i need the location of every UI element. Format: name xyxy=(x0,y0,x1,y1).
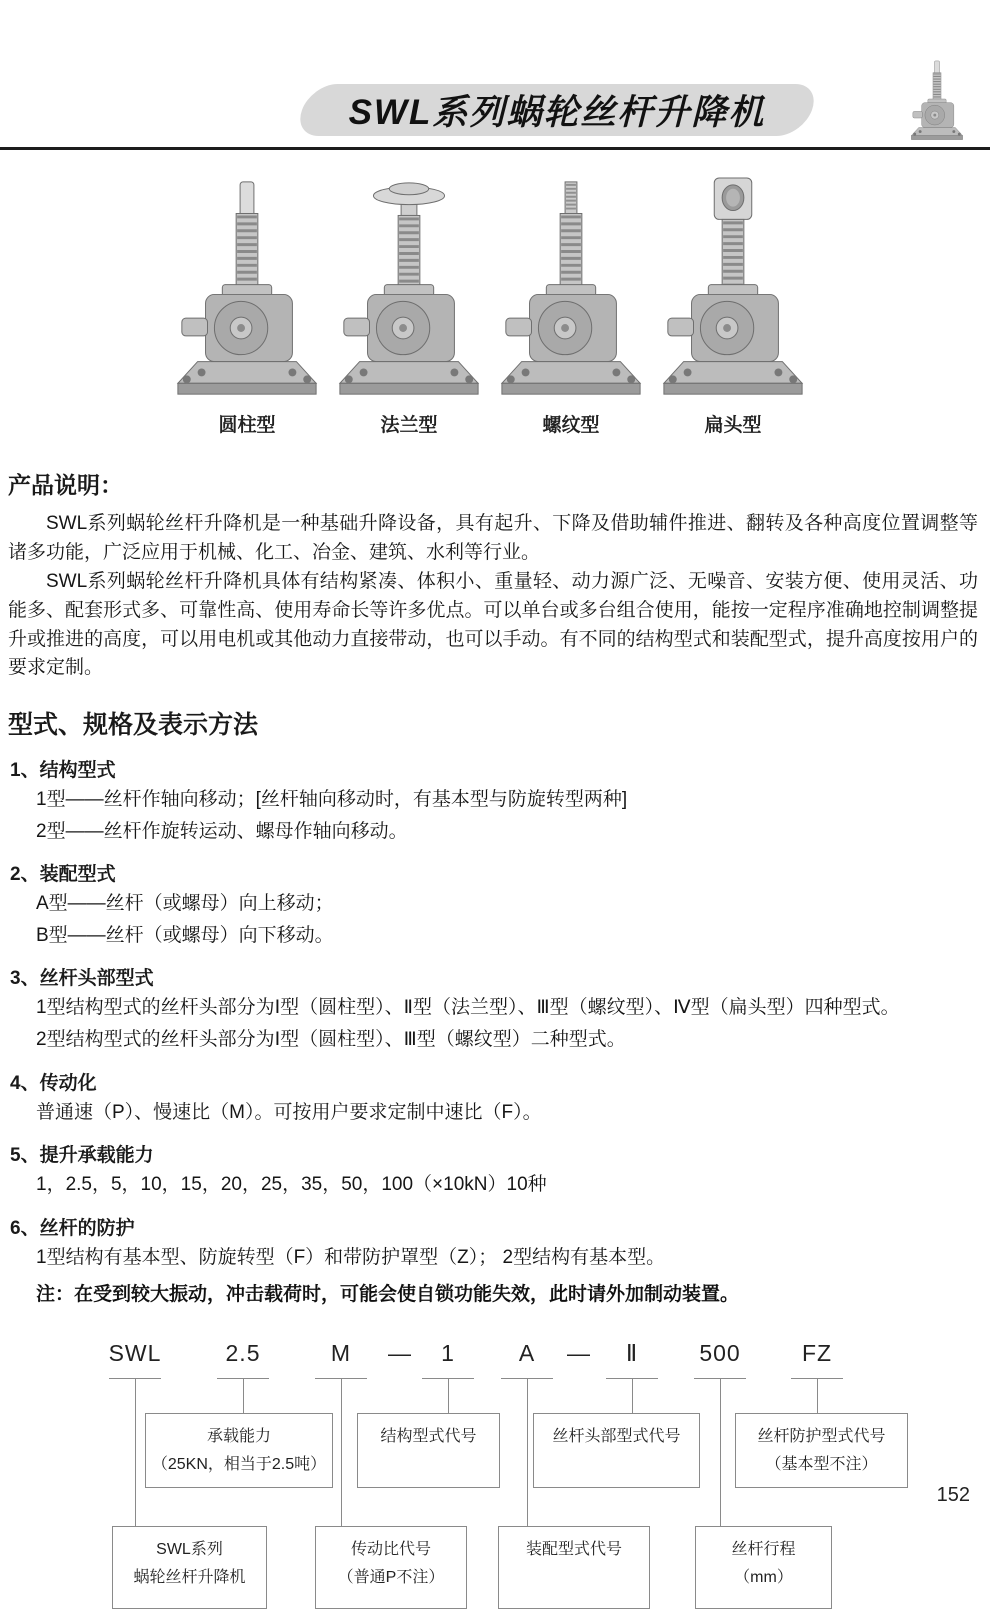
connector-line xyxy=(135,1379,136,1526)
connector-line xyxy=(817,1379,818,1413)
designation-box-capacity xyxy=(145,1413,333,1488)
spec-item-line: 普通速（P）、慢速比（M）。可按用户要求定制中速比（F）。 xyxy=(36,1101,542,1123)
title-banner xyxy=(293,84,822,136)
box-label: 结构型式代号 xyxy=(380,1428,477,1446)
connector-line xyxy=(341,1379,342,1526)
spec-item-title: 6、丝杆的防护 xyxy=(10,1217,135,1239)
spec-item-line: 1型结构有基本型、防旋转型（F）和带防护罩型（Z）； 2型结构有基本型。 xyxy=(36,1246,666,1268)
description-paragraph-1: SWL系列蜗轮丝杆升降机是一种基础升降设备，具有起升、下降及借助辅件推进、翻转及各种高度位置调整等诸多功能，广泛应用于机械、化工、冶金、建筑、水利等行业。 xyxy=(8,513,978,563)
spec-item-line: 2型结构型式的丝杆头部分为Ⅰ型（圆柱型）、Ⅲ型（螺纹型）二种型式。 xyxy=(36,1028,626,1050)
model-code-assembly: A xyxy=(518,1340,536,1367)
model-code-dash-2: — xyxy=(567,1340,591,1367)
spec-item-title: 5、提升承载能力 xyxy=(10,1145,154,1167)
box-label: 传动比代号 xyxy=(350,1541,431,1559)
spec-item-transmission xyxy=(0,1068,990,1127)
product-threaded xyxy=(490,174,652,437)
spec-note: 注：在受到较大振动，冲击载荷时，可能会使自锁功能失效，此时请外加制动装置。 xyxy=(36,1284,740,1306)
description-heading: 产品说明： xyxy=(8,472,123,498)
model-code-dash-1: — xyxy=(388,1340,412,1367)
model-code-stroke: 500 xyxy=(699,1340,741,1367)
connector-line xyxy=(448,1379,449,1413)
spec-item-line: 1，2.5，5，10，15，20，25，35，50，100（×10kN）10种 xyxy=(36,1174,547,1196)
jack-cylindrical-image xyxy=(168,174,326,406)
spec-item-screw-head xyxy=(0,963,990,1053)
product-flathead xyxy=(652,174,814,437)
spec-item-assembly xyxy=(0,859,990,949)
box-label: （mm） xyxy=(734,1568,793,1586)
spec-item-protection xyxy=(0,1213,990,1307)
spec-item-line: 1型——丝杆作轴向移动；[丝杆轴向移动时，有基本型与防旋转型两种] xyxy=(36,789,628,811)
product-caption: 扁头型 xyxy=(704,415,762,436)
jack-flange-image xyxy=(330,174,488,406)
spec-item-line: 2型——丝杆作旋转运动、螺母作轴向移动。 xyxy=(36,820,408,842)
product-flange xyxy=(328,174,490,437)
designation-box-head-type xyxy=(533,1413,700,1488)
spec-item-line: A型——丝杆（或螺母）向上移动； xyxy=(36,893,334,915)
box-label: 丝杆防护型式代号 xyxy=(757,1428,886,1446)
jack-thumbnail-icon xyxy=(906,58,968,144)
spec-item-title: 2、装配型式 xyxy=(10,864,116,886)
spec-item-line: 1型结构型式的丝杆头部分为Ⅰ型（圆柱型）、Ⅱ型（法兰型）、Ⅲ型（螺纹型）、Ⅳ型（扁头型）四种型式。 xyxy=(36,997,900,1019)
jack-flathead-image xyxy=(654,174,812,406)
box-label: 承载能力 xyxy=(206,1428,271,1446)
description-paragraph-2: SWL系列蜗轮丝杆升降机具体有结构紧凑、体积小、重量轻、动力源广泛、无噪音、安装方便、使用灵活、功能多、配套形式多、可靠性高、使用寿命长等许多优点。可以单台或多台组合使用，能按一定程序准确地控制调整提升或推进的高度，可以用电机或其他动力直接带动，也可以手动。有不同的结构型式和装配型式，提升高度按用户的要求定制。 xyxy=(8,570,978,679)
spec-item-structure xyxy=(0,755,990,845)
designation-box-structure xyxy=(357,1413,500,1488)
model-designation-diagram xyxy=(80,1336,960,1622)
model-code-head-type: Ⅱ xyxy=(625,1340,639,1367)
spec-item-title: 1、结构型式 xyxy=(10,760,116,782)
product-image-row xyxy=(166,174,990,437)
model-code-protection: FZ xyxy=(801,1340,833,1367)
box-label: 丝杆行程 xyxy=(731,1541,796,1559)
connector-line xyxy=(720,1379,721,1526)
box-label: （基本型不注） xyxy=(765,1455,878,1473)
box-label: （普通P不注） xyxy=(337,1568,445,1586)
model-code-series: SWL xyxy=(108,1340,162,1367)
page-header xyxy=(0,0,990,150)
box-label: （25KN，相当于2.5吨） xyxy=(151,1455,327,1473)
connector-line xyxy=(243,1379,244,1413)
spec-section-heading: 型式、规格及表示方法 xyxy=(8,711,259,740)
spec-item-capacity xyxy=(0,1140,990,1199)
product-caption: 法兰型 xyxy=(380,415,438,436)
product-caption: 圆柱型 xyxy=(218,415,276,436)
product-caption: 螺纹型 xyxy=(542,415,600,436)
model-code-capacity: 2.5 xyxy=(225,1340,261,1367)
product-cylindrical xyxy=(166,174,328,437)
page-number: 152 xyxy=(936,1484,970,1506)
model-code-structure: 1 xyxy=(441,1340,455,1367)
box-label: 蜗轮丝杆升降机 xyxy=(133,1568,246,1586)
connector-line xyxy=(632,1379,633,1413)
model-code-ratio: M xyxy=(330,1340,352,1367)
connector-line xyxy=(527,1379,528,1526)
spec-item-line: B型——丝杆（或螺母）向下移动。 xyxy=(36,924,334,946)
box-label: 丝杆头部型式代号 xyxy=(552,1428,681,1446)
box-label: SWL系列 xyxy=(156,1541,223,1559)
spec-item-title: 3、丝杆头部型式 xyxy=(10,968,154,990)
box-label: 装配型式代号 xyxy=(525,1541,622,1559)
designation-box-protection xyxy=(735,1413,908,1488)
page-title: SWL系列蜗轮丝杆升降机 xyxy=(348,93,766,132)
jack-threaded-image xyxy=(492,174,650,406)
spec-item-title: 4、传动化 xyxy=(10,1072,97,1094)
